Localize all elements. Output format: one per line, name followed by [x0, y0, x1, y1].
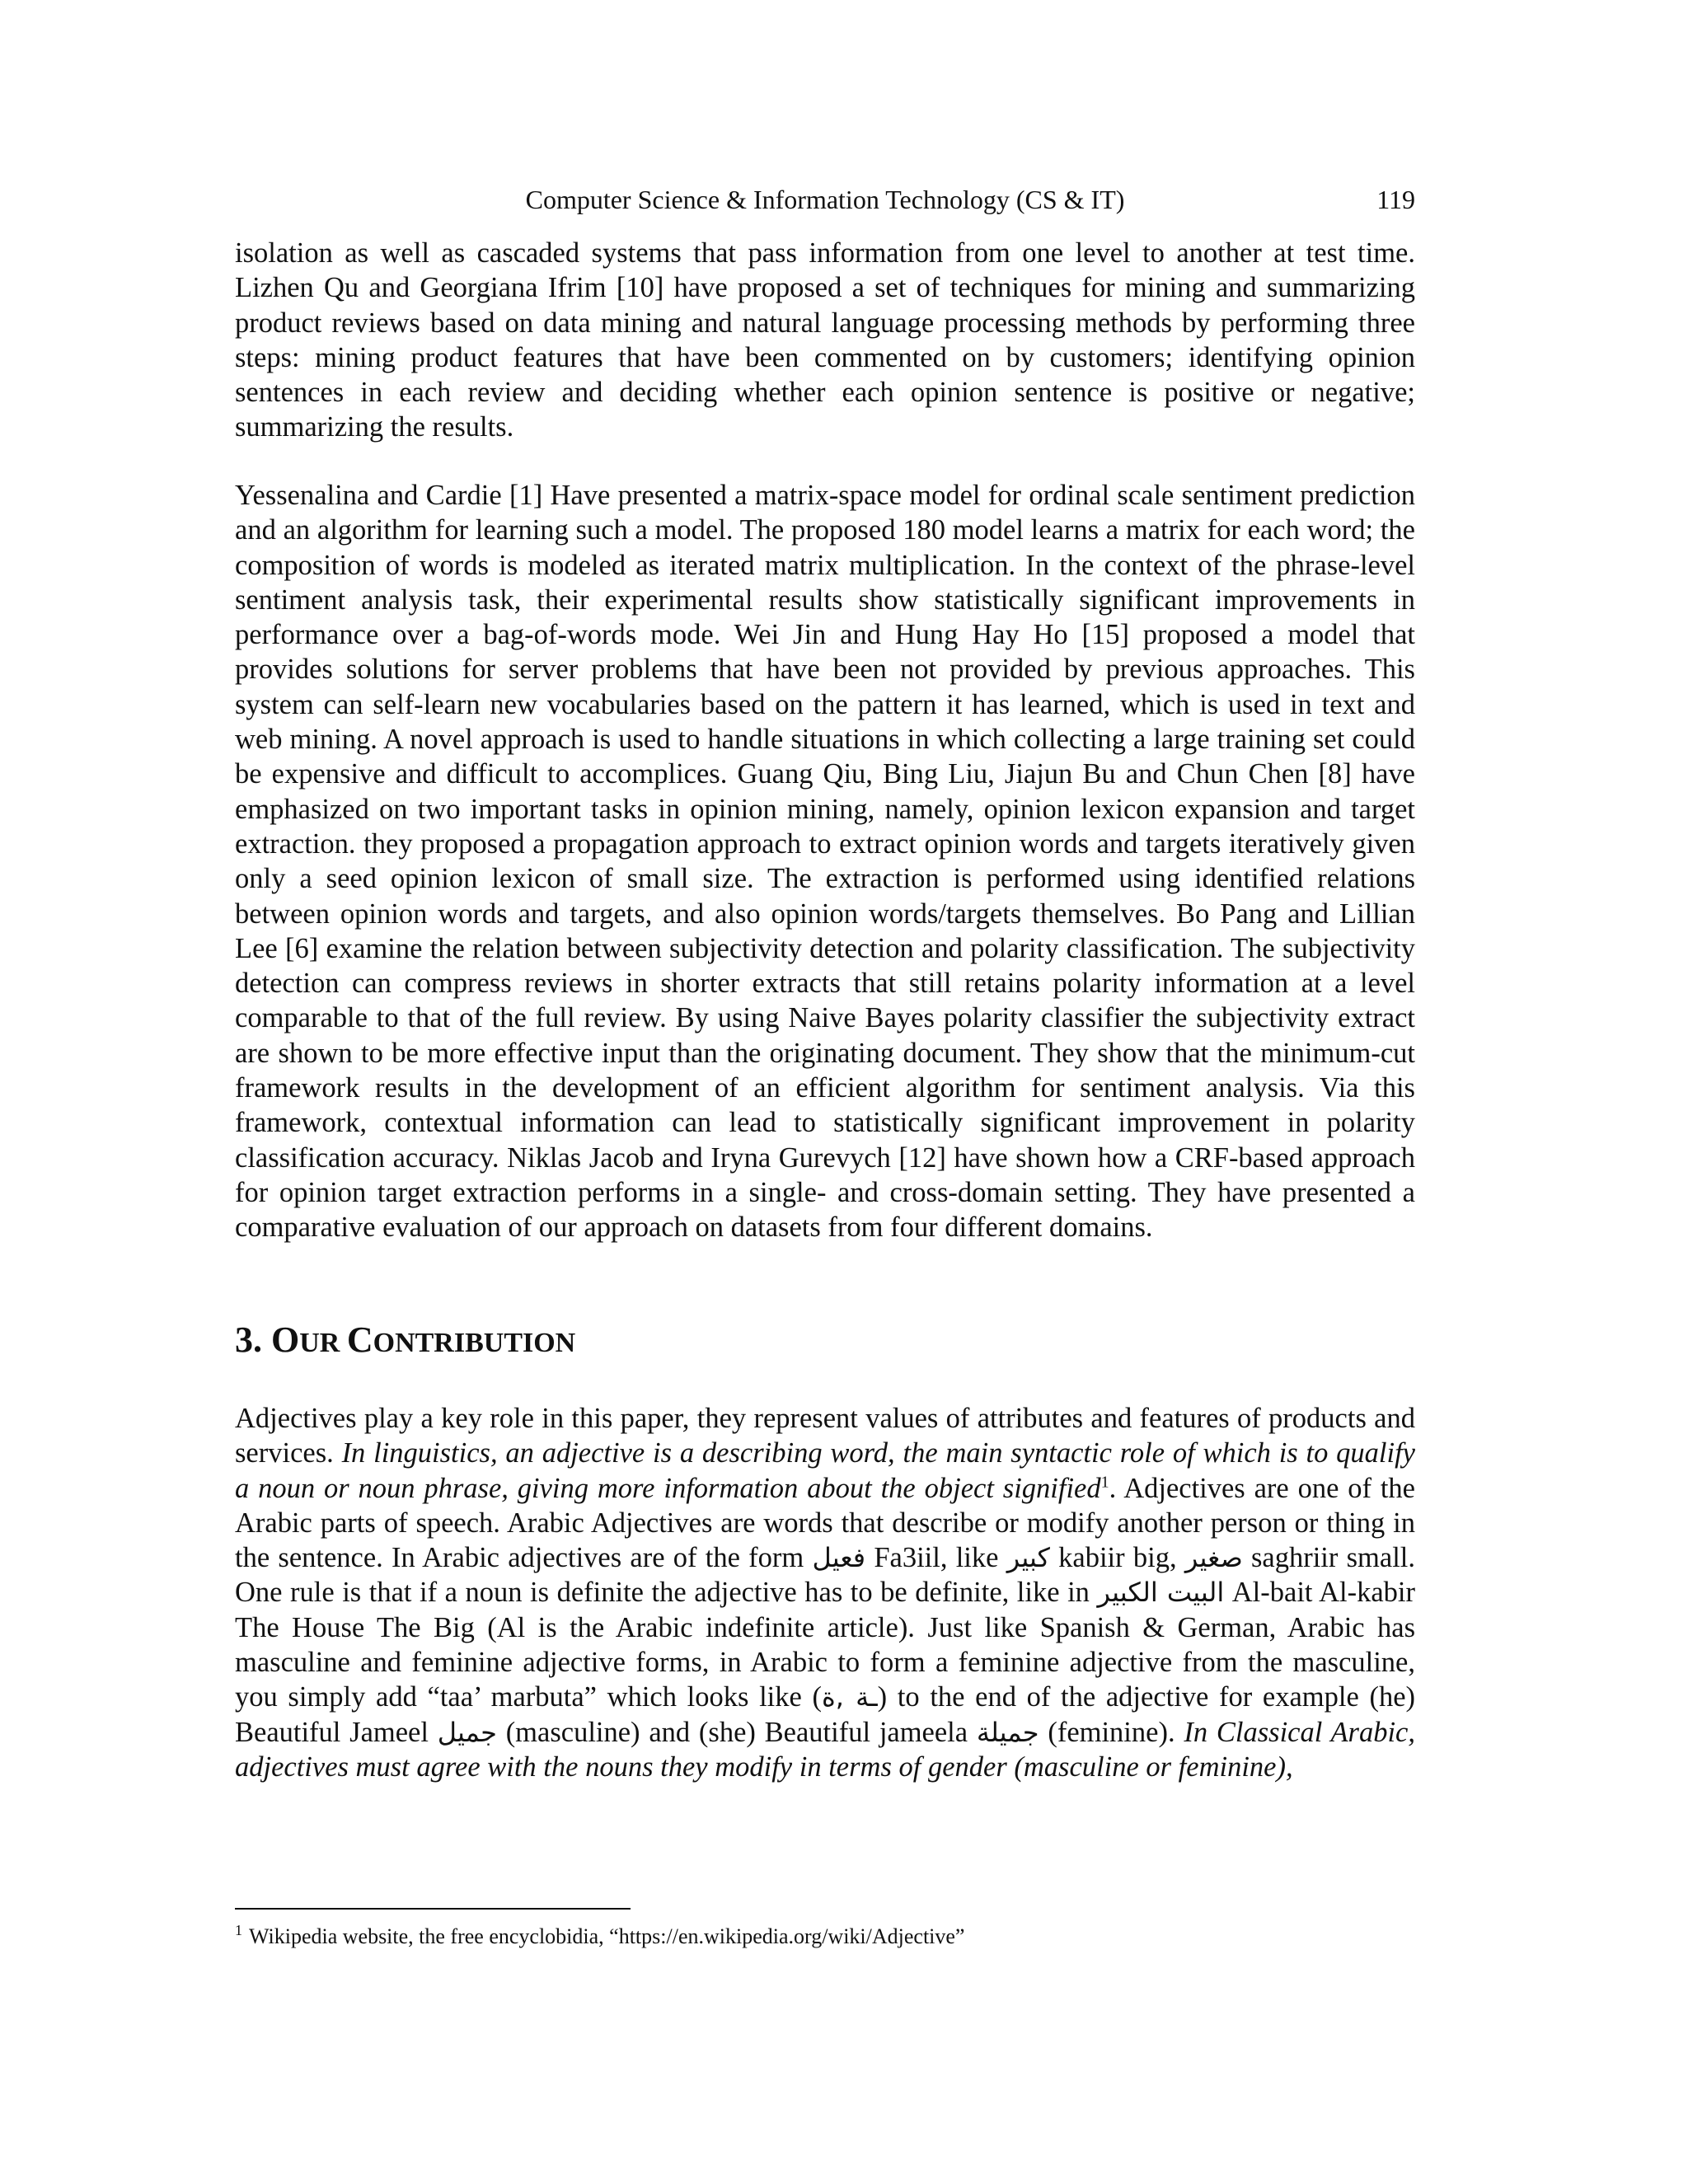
section-heading: [235, 1319, 575, 1365]
arabic-word: ـة ,ة: [821, 1681, 878, 1713]
page-number: 119: [1376, 185, 1415, 214]
text-run: kabiir big,: [1049, 1542, 1185, 1574]
heading-smallcaps-2: ONTRIBUTION: [373, 1328, 576, 1358]
heading-initial-o: O: [271, 1319, 300, 1360]
footnote-number: 1: [235, 1922, 242, 1939]
section-number: 3.: [235, 1319, 262, 1360]
text-run: (feminine).: [1039, 1716, 1184, 1748]
body-paragraph-1: [235, 236, 1415, 445]
arabic-word: فعيل: [812, 1542, 866, 1574]
text-run: saghriir small. One rule is that if a noun is definite the adjective has to be definite, like in: [235, 1542, 1415, 1609]
body-paragraph-2: [235, 478, 1415, 1245]
text-run: Al-bait Al-kabir The House The Big (Al is the Arabic indefinite article). Just like Spanish & German, Arabic has masculine and feminine adjective forms, in Arabic to form a feminine adjective from the masculine, you simply add “taa’ marbuta” which looks like (: [235, 1577, 1415, 1713]
arabic-word: جميل: [437, 1716, 497, 1748]
footnote-separator: [235, 1908, 631, 1910]
paragraph-text: [235, 1401, 1415, 1784]
italic-definition: In linguistics, an adjective is a describing word, the main syntactic role of which is to qualify a noun or noun phrase, giving more information about the object signified: [235, 1437, 1415, 1504]
arabic-word: صغير: [1184, 1542, 1243, 1574]
text-run: . Adjectives are one of the Arabic parts of speech. Arabic Adjectives are words that describe or modify another person or thing in the sentence. In Arabic adjectives are of the form: [235, 1472, 1415, 1574]
arabic-word: كبير: [1006, 1542, 1050, 1574]
heading-smallcaps-1: UR: [299, 1328, 347, 1358]
heading-initial-c: C: [346, 1319, 373, 1360]
italic-text: In Classical Arabic, adjectives must agree with the nouns they modify in terms of gender (masculine or feminine),: [235, 1716, 1415, 1783]
footnote-text: Wikipedia website, the free encyclobidia, “https://en.wikipedia.org/wiki/Adjective”: [249, 1924, 965, 1948]
text-run: Adjectives play a key role in this paper, they represent values of attributes and features of products and services.: [235, 1403, 1415, 1469]
body-paragraph-3: [235, 1401, 1415, 1784]
text-run: (masculine) and (she) Beautiful jameela: [496, 1716, 977, 1748]
text-run: ) to the end of the adjective for example (he) Beautiful Jameel: [235, 1681, 1415, 1748]
paragraph-text: isolation as well as cascaded systems that pass information from one level to another at test time. Lizhen Qu and Georgiana Ifrim [10] have proposed a set of techniques for mining and summarizing product reviews based on data mining and natural language processing methods by performing three steps: mining product features that have been commented on by customers; identifying opinion sentences in each review and deciding whether each opinion sentence is positive or negative; summarizing the results.: [235, 237, 1415, 443]
text-run: Fa3iil, like: [865, 1542, 1007, 1574]
journal-title: Computer Science & Information Technology (CS & IT): [525, 185, 1125, 214]
paragraph-text: Yessenalina and Cardie [1] Have presented a matrix-space model for ordinal scale sentiment prediction and an algorithm for learning such a model. The proposed 180 model learns a matrix for each word; the composition of words is modeled as iterated matrix multiplication. In the context of the phrase-level sentiment analysis task, their experimental results show statistically significant improvements in performance over a bag-of-words mode. Wei Jin and Hung Hay Ho [15] proposed a model that provides solutions for server problems that have been not provided by previous approaches. This system can self-learn new vocabularies based on the pattern it has learned, which is used in text and web mining. A novel approach is used to handle situations in which collecting a large training set could be expensive and difficult to accomplices. Guang Qiu, Bing Liu, Jiajun Bu and Chun Chen [8] have emphasized on two important tasks in opinion mining, namely, opinion lexicon expansion and target extraction. they proposed a propagation approach to extract opinion words and targets iteratively given only a seed opinion lexicon of small size. The extraction is performed using identified relations between opinion words and targets, and also opinion words/targets themselves. Bo Pang and Lillian Lee [6] examine the relation between subjectivity detection and polarity classification. The subjectivity detection can compress reviews in shorter extracts that still retains polarity information at a level comparable to that of the full review. By using Naive Bayes polarity classifier the subjectivity extract are shown to be more effective input than the originating document. They show that the minimum-cut framework results in the development of an efficient algorithm for sentiment analysis. Via this framework, contextual information can lead to statistically significant improvement in polarity classification accuracy. Niklas Jacob and Iryna Gurevych [12] have shown how a CRF-based approach for opinion target extraction performs in a single- and cross-domain setting. They have presented a comparative evaluation of our approach on datasets from four different domains.: [235, 480, 1415, 1244]
footnote: [235, 1924, 1415, 1950]
arabic-word: جميلة: [976, 1716, 1039, 1748]
footnote-reference: 1: [1100, 1473, 1109, 1492]
arabic-word: البيت الكبير: [1097, 1577, 1225, 1609]
